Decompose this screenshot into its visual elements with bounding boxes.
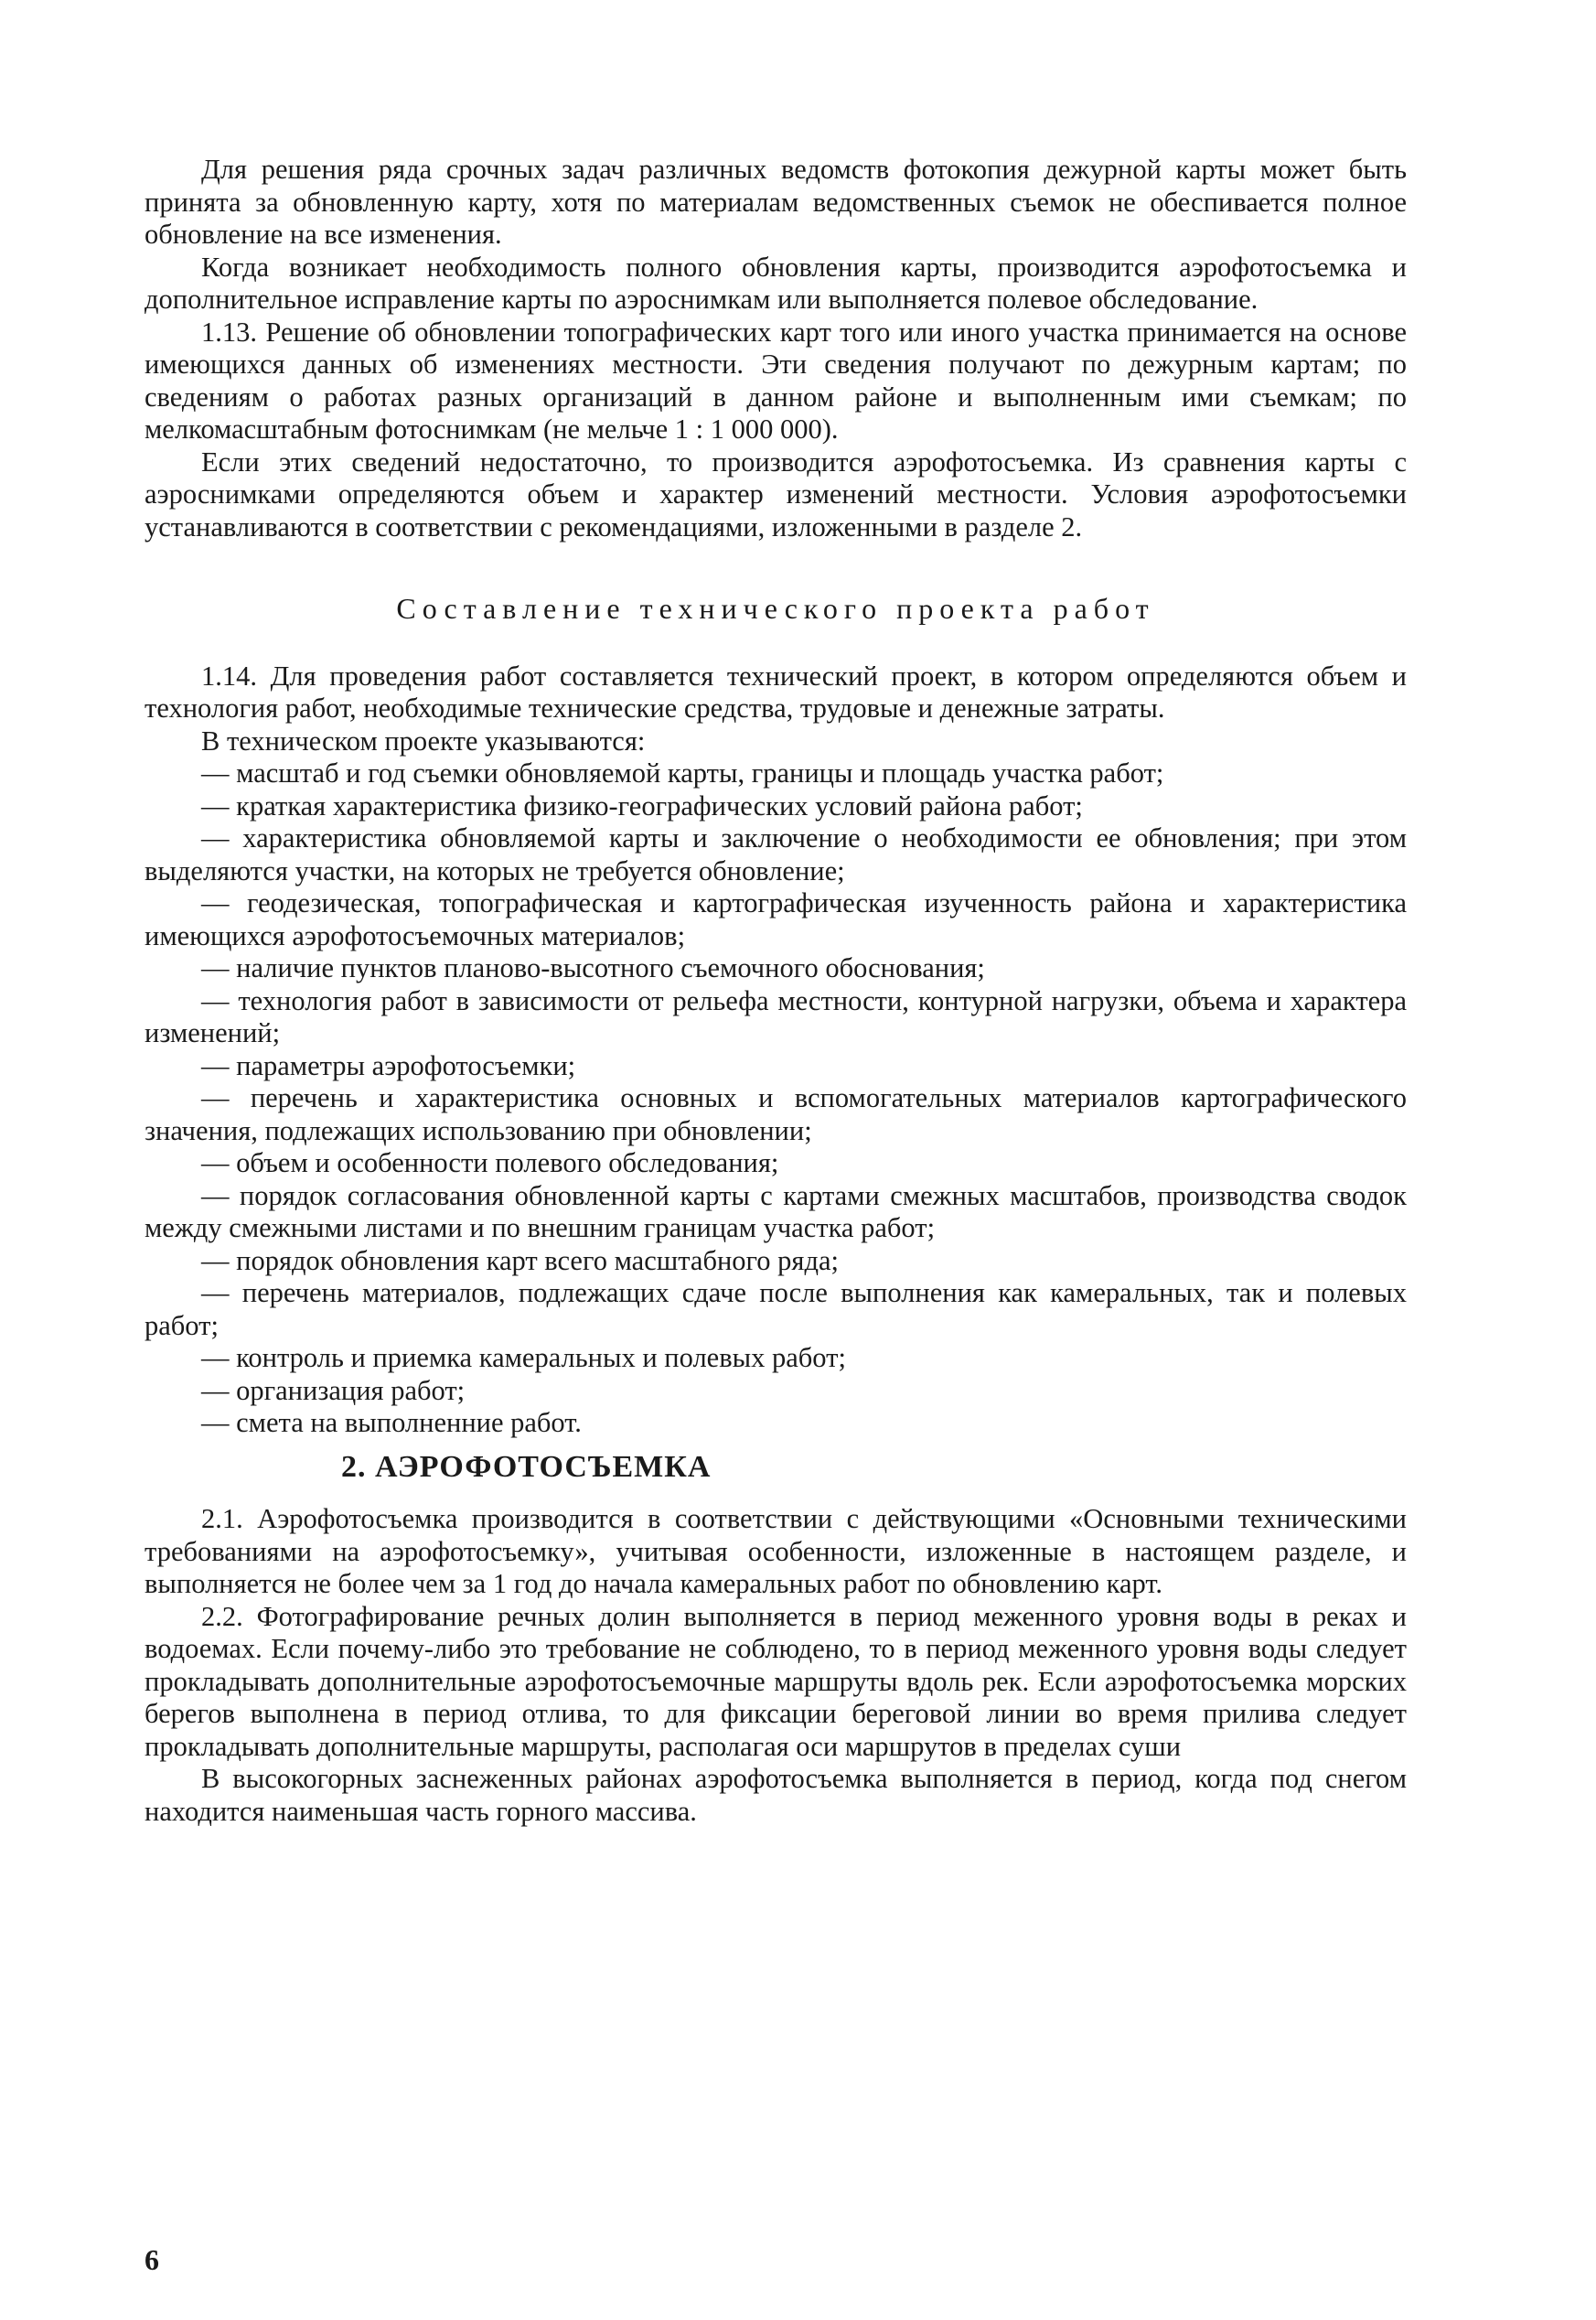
list-item: — контроль и приемка камеральных и полевых работ; (201, 1342, 846, 1373)
paragraph-intro-1: Для решения ряда срочных задач различных ведомств фотокопия дежурной карты может быть принята за обновленную карту, хотя по материалам ведомственных съемок не обеспивается полное обновление на все изменения. (145, 154, 1407, 250)
paragraph-intro-2: Когда возникает необходимость полного обновления карты, производится аэрофотосъемка и дополнительное исправление карты по аэроснимкам или выполняется полевое обследование. (145, 251, 1407, 315)
list-item: — смета на выполненние работ. (201, 1407, 582, 1438)
list-item: — масштаб и год съемки обновляемой карты, границы и площадь участка работ; (201, 757, 1164, 789)
list-item: — объем и особенности полевого обследования; (201, 1147, 779, 1178)
list-item: — наличие пунктов планово-высотного съемочного обоснования; (201, 952, 985, 983)
document-page (145, 154, 1407, 1828)
page-number: 6 (145, 2243, 159, 2276)
list-item: — организация работ; (201, 1374, 466, 1406)
list-item: — краткая характеристика физико-географических условий района работ; (201, 789, 1083, 822)
list-item: — перечень и характеристика основных и вспомогательных материалов картографического значения, подлежащих использованию при обновлении; (145, 1082, 1407, 1146)
section-title: Составление технического проекта работ (396, 592, 1155, 625)
paragraph-1-13: 1.13. Решение об обновлении топографических карт того или иного участка принимается на основе имеющихся данных об изменениях местности. Эти сведения получают по дежурным картам; по сведениям о работах разных организаций в данном районе и выполненным ими съемкам; по мелкомасштабным фотоснимкам (не мельче 1 : 1 000 000). (145, 316, 1407, 445)
list-item: — характеристика обновляемой карты и заключение о необходимости ее обновления; при этом выделяются участки, на которых не требуется обновление; (145, 822, 1407, 886)
chapter-title: 2. АЭРОФОТОСЪЕМКА (341, 1449, 712, 1484)
list-item: — порядок согласования обновленной карты с картами смежных масштабов, производства сводок между смежными листами и по внешним границам участка работ; (145, 1179, 1407, 1243)
paragraph-intro-4: Если этих сведений недостаточно, то производится аэрофотосъемка. Из сравнения карты с аэроснимками определяются объем и характер изменений местности. Условия аэрофотосъемки устанавливаются в соответствии с рекомендациями, изложенными в разделе 2. (145, 446, 1407, 542)
list-item: — параметры аэрофотосъемки; (201, 1049, 576, 1081)
list-item: — геодезическая, топографическая и картографическая изученность района и характеристика имеющихся аэрофотосъемочных материалов; (145, 887, 1407, 951)
project-contents-list (145, 757, 1407, 1440)
paragraph-2-1: 2.1. Аэрофотосъемка производится в соответствии с действующими «Основными техническими требованиями на аэрофотосъемку», учитывая особенности, изложенные в настоящем разделе, и выполняется не более чем за 1 год до начала камеральных работ по обновлению карт. (145, 1503, 1407, 1599)
paragraph-1-14: 1.14. Для проведения работ составляется технический проект, в котором определяются объем и технология работ, необходимые технические средства, трудовые и денежные затраты. (145, 660, 1407, 724)
list-item: — перечень материалов, подлежащих сдаче после выполнения как камеральных, так и полевых работ; (145, 1277, 1407, 1341)
paragraph-highlands: В высокогорных заснеженных районах аэрофотосъемка выполняется в период, когда под снегом находится наименьшая часть горного массива. (145, 1763, 1407, 1827)
paragraph-list-intro: В техническом проекте указываются: (201, 725, 646, 757)
list-item: — порядок обновления карт всего масштабного ряда; (201, 1244, 839, 1276)
paragraph-2-2: 2.2. Фотографирование речных долин выполняется в период меженного уровня воды в реках и водоемах. Если почему-либо это требование не соблюдено, то в период меженного уровня воды следует прокладывать дополнительные аэрофотосъемочные маршруты вдоль рек. Если аэрофотосъемка морских берегов выполнена в период отлива, то для фиксации береговой линии во время прилива следует прокладывать дополнительные маршруты, располагая оси маршрутов в пределах суши (145, 1600, 1407, 1762)
list-item: — технология работ в зависимости от рельефа местности, контурной нагрузки, объема и характера изменений; (145, 984, 1407, 1048)
